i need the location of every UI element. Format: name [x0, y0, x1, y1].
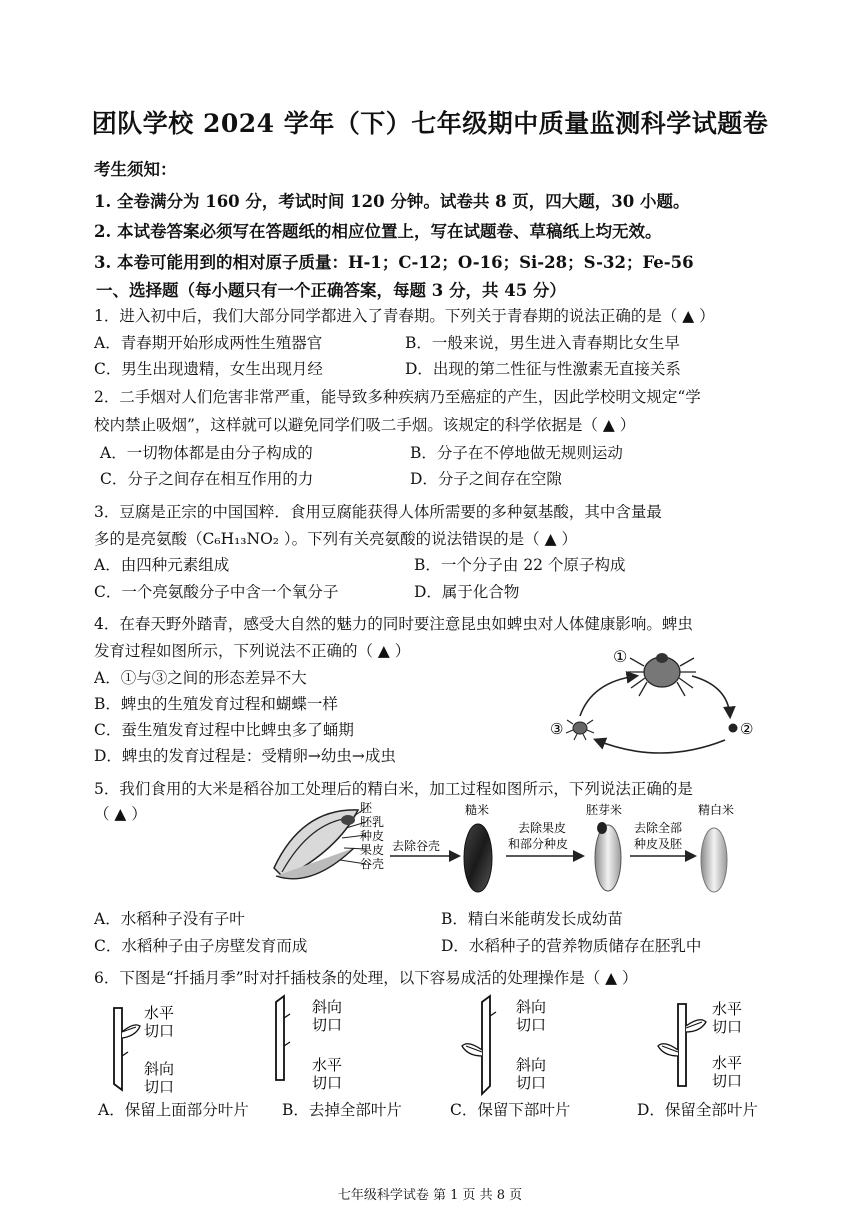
d-bot-line2: 切口: [712, 1072, 743, 1090]
q5-stem-line1: 5．我们食用的大米是稻谷加工处理后的精白米，加工过程如图所示，下列说法正确的是: [94, 780, 693, 798]
rice-processing-figure: [262, 798, 742, 902]
brown-rice-label: 糙米: [465, 803, 490, 817]
q6-option-c: C．保留下部叶片: [450, 1101, 571, 1119]
stage-2-label: ②: [740, 720, 754, 738]
adult-tick-icon: [628, 653, 696, 696]
q3-option-d: D．属于化合物: [414, 583, 520, 601]
part-endosperm: 胚乳: [360, 815, 385, 829]
q6-stem: 6．下图是“扦插月季”时对扦插枝条的处理，以下容易成活的处理操作是（ ▲ ）: [94, 969, 638, 987]
q1-stem: 1．进入初中后，我们大部分同学都进入了青春期。下列关于青春期的说法正确的是（ ▲ ）: [94, 307, 715, 325]
page-footer: 七年级科学试卷 第 1 页 共 8 页: [337, 1188, 523, 1203]
q2-option-d: D．分子之间存在空隙: [410, 470, 562, 488]
part-embryo: 胚: [360, 801, 373, 815]
cutting-b: [276, 996, 342, 1092]
page-title: 团队学校 2024 学年（下）七年级期中质量监测科学试题卷: [91, 109, 769, 138]
q6-option-d: D．保留全部叶片: [637, 1101, 758, 1119]
q5-stem-line2: （ ▲ ）: [94, 805, 147, 823]
step3-label-line2: 种皮及胚: [634, 837, 683, 851]
q1-option-d: D．出现的第二性征与性激素无直接关系: [405, 360, 681, 378]
d-top-line1: 水平: [712, 1000, 743, 1018]
egg-icon: [729, 724, 738, 733]
q5-option-d: D．水稻种子的营养物质储存在胚乳中: [441, 937, 702, 955]
arrow-adult-to-egg: [692, 676, 730, 716]
c-bot-line2: 切口: [516, 1074, 547, 1092]
q1-option-a: A．青春期开始形成两性生殖器官: [94, 334, 323, 352]
q6-option-a: A．保留上面部分叶片: [98, 1101, 249, 1119]
q3-option-c: C．一个亮氨酸分子中含一个氧分子: [94, 583, 339, 601]
q1-option-c: C．男生出现遗精，女生出现月经: [94, 360, 323, 378]
q2-option-c: C．分子之间存在相互作用的力: [100, 470, 314, 488]
q5-option-c: C．水稻种子由子房壁发育而成: [94, 937, 308, 955]
part-seed-coat: 种皮: [360, 829, 385, 843]
d-top-line2: 切口: [712, 1018, 743, 1036]
q3-option-a: A．由四种元素组成: [94, 556, 230, 574]
cutting-a: [114, 1004, 174, 1096]
cutting-d: [658, 1000, 742, 1090]
step2-label-line1: 去除果皮: [518, 821, 567, 835]
q2-option-a: A．一切物体都是由分子构成的: [100, 444, 313, 462]
q2-stem-line2: 校内禁止吸烟”，这样就可以避免同学们吸二手烟。该规定的科学依据是（ ▲ ）: [94, 416, 636, 434]
q5-option-a: A．水稻种子没有子叶: [94, 910, 245, 928]
notice-heading: 考生须知：: [94, 160, 177, 179]
d-bot-line1: 水平: [712, 1054, 743, 1072]
a-top-line1: 水平: [144, 1004, 175, 1022]
stage-3-label: ③: [550, 720, 564, 738]
part-pericarp: 果皮: [360, 843, 385, 857]
a-bot-line2: 切口: [144, 1078, 175, 1096]
q5-option-b: B．精白米能萌发长成幼苗: [441, 910, 623, 928]
notice-item-1: 1. 全卷满分为 160 分，考试时间 120 分钟。试卷共 8 页，四大题，30 小题。: [94, 192, 690, 211]
arrow-egg-to-larva: [596, 740, 725, 753]
a-bot-line1: 斜向: [144, 1060, 175, 1078]
q3-option-b: B．一个分子由 22 个原子构成: [414, 556, 626, 574]
c-bot-line1: 斜向: [516, 1056, 547, 1074]
part-husk: 谷壳: [360, 857, 385, 871]
germ-rice-icon: [595, 825, 621, 891]
white-rice-label: 精白米: [698, 803, 735, 817]
b-top-line2: 切口: [312, 1016, 343, 1034]
germ-rice-label: 胚芽米: [586, 803, 623, 817]
q4-option-a: A．①与③之间的形态差异不大: [94, 669, 307, 687]
step3-label-line1: 去除全部: [634, 821, 683, 835]
c-top-line2: 切口: [516, 1016, 547, 1034]
white-rice-icon: [701, 828, 727, 892]
q1-option-b: B．一般来说，男生进入青春期比女生早: [405, 334, 680, 352]
q2-stem-line1: 2．二手烟对人们危害非常严重，能导致多种疾病乃至癌症的产生，因此学校明文规定“学: [94, 388, 701, 406]
q4-stem-line1: 4．在春天野外踏青，感受大自然的魅力的同时要注意昆虫如蜱虫对人体健康影响。蜱虫: [94, 615, 693, 633]
q4-option-d: D．蜱虫的发育过程是：受精卵→幼虫→成虫: [94, 747, 396, 765]
a-top-line2: 切口: [144, 1022, 175, 1040]
cutting-options-figure: [100, 996, 760, 1096]
b-bot-line2: 切口: [312, 1074, 343, 1092]
arrow-larva-to-adult: [580, 676, 636, 716]
b-bot-line1: 水平: [312, 1056, 343, 1074]
step2-label-line2: 和部分种皮: [508, 837, 569, 851]
rice-seed-section-icon: [274, 810, 358, 879]
q6-option-b: B．去掉全部叶片: [282, 1101, 402, 1119]
q4-option-c: C．蚕生殖发育过程中比蜱虫多了蛹期: [94, 721, 354, 739]
cutting-c: [462, 996, 546, 1094]
brown-rice-icon: [464, 824, 492, 892]
q3-stem-line2: 多的是亮氨酸（C₆H₁₃NO₂ ）。下列有关亮氨酸的说法错误的是（ ▲ ）: [94, 530, 577, 548]
stage-1-label: ①: [613, 647, 628, 666]
step1-label: 去除谷壳: [392, 839, 441, 853]
c-top-line1: 斜向: [516, 998, 547, 1016]
notice-item-2: 2. 本试卷答案必须写在答题纸的相应位置上，写在试题卷、草稿纸上均无效。: [94, 222, 662, 241]
q3-stem-line1: 3．豆腐是正宗的中国国粹．食用豆腐能获得人体所需要的多种氨基酸，其中含量最: [94, 503, 662, 521]
section-heading: 一、选择题（每小题只有一个正确答案，每题 3 分，共 45 分）: [96, 281, 566, 300]
larva-tick-icon: [566, 720, 594, 740]
q4-stem-line2: 发育过程如图所示，下列说法不正确的（ ▲ ）: [94, 642, 411, 660]
b-top-line1: 斜向: [312, 998, 343, 1016]
q4-option-b: B．蜱虫的生殖发育过程和蝴蝶一样: [94, 695, 338, 713]
notice-item-3: 3. 本卷可能用到的相对原子质量：H-1；C-12；O-16；Si-28；S-32；Fe-56: [94, 253, 694, 272]
q2-option-b: B．分子在不停地做无规则运动: [410, 444, 623, 462]
tick-lifecycle-figure: [540, 636, 780, 766]
